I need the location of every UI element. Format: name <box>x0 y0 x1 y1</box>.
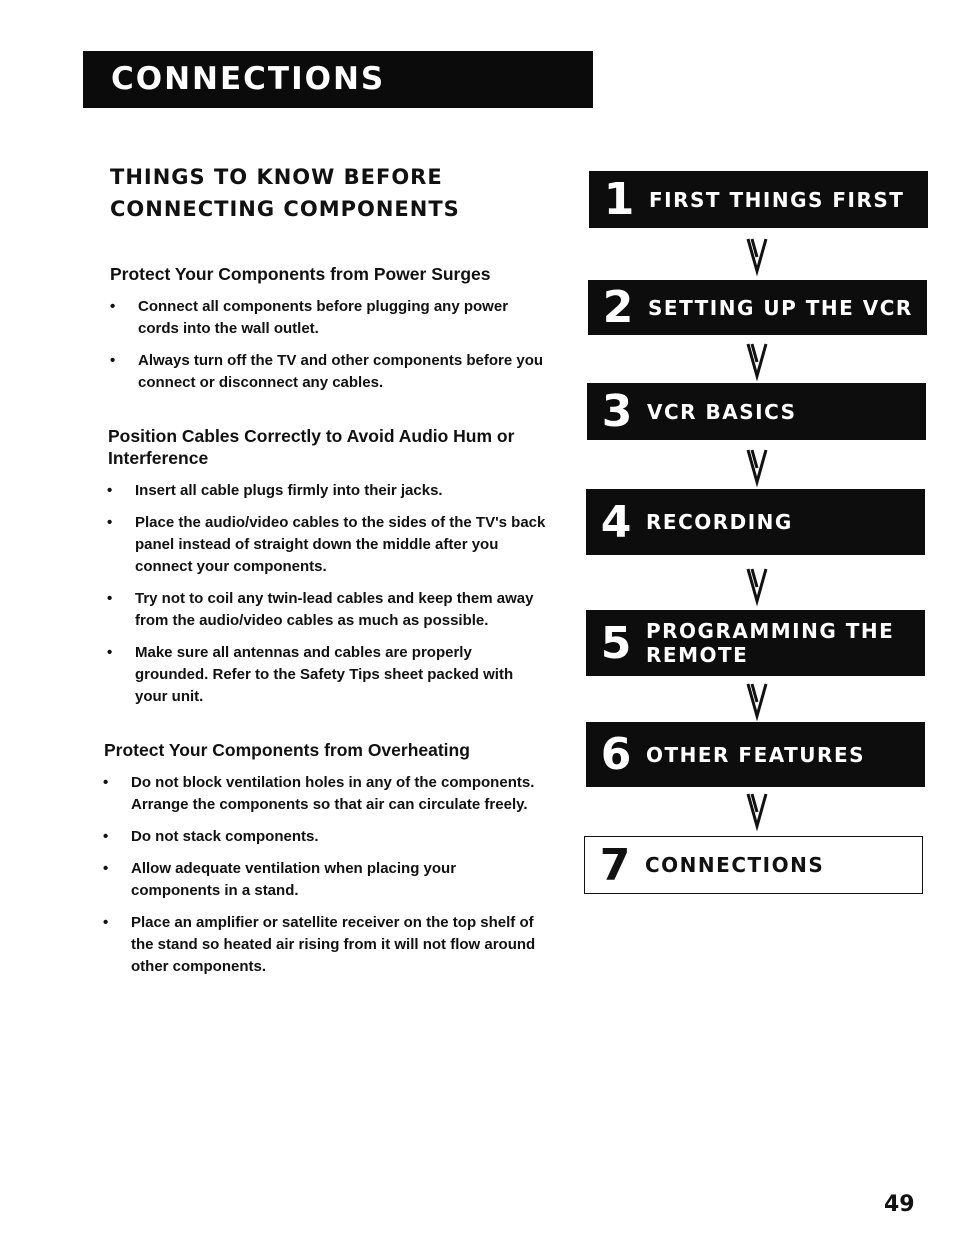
step-label: CONNECTIONS <box>645 853 825 877</box>
bullet-icon: • <box>107 482 113 499</box>
step-label: VCR BASICS <box>647 399 797 424</box>
bullet-icon: • <box>110 298 116 315</box>
down-arrow-icon <box>742 446 772 488</box>
chapter-step-6 <box>586 722 925 787</box>
list-item: • Connect all components before plugging any power cords into the wall outlet. <box>110 298 509 337</box>
down-arrow-icon <box>742 340 772 382</box>
step-number: 1 <box>603 174 635 225</box>
bullet-icon: • <box>103 774 109 791</box>
chapter-step-1 <box>589 171 928 228</box>
subhead-power-surges: Protect Your Components from Power Surges <box>110 264 491 284</box>
chapter-step-2 <box>588 280 927 335</box>
step-number: 7 <box>599 839 631 891</box>
list-item: • Make sure all antennas and cables are properly grounded. Refer to the Safety Tips sheet packed with your unit. <box>107 644 514 705</box>
subhead-overheating: Protect Your Components from Overheating <box>104 740 470 760</box>
bullet-list-power-surges <box>110 296 550 404</box>
list-item: • Do not block ventilation holes in any of the components. Arrange the components so that air can circulate freely. <box>103 774 535 813</box>
step-number: 5 <box>600 617 632 669</box>
step-number: 4 <box>600 496 632 548</box>
step-label: SETTING UP THE VCR <box>648 295 913 320</box>
chapter-step-3 <box>587 383 926 440</box>
page-number: 49 <box>884 1192 915 1217</box>
step-label: RECORDING <box>646 510 793 534</box>
step-label: OTHER FEATURES <box>646 742 866 767</box>
down-arrow-icon <box>742 235 772 277</box>
bullet-icon: • <box>107 590 113 607</box>
bullet-icon: • <box>110 352 116 369</box>
bullet-icon: • <box>103 828 109 845</box>
list-item: • Do not stack components. <box>103 826 543 848</box>
subhead-audio-hum: Position Cables Correctly to Avoid Audio Hum or Interference <box>108 426 515 468</box>
chapter-banner: CONNECTIONS <box>83 51 593 108</box>
bullet-icon: • <box>107 514 113 531</box>
bullet-icon: • <box>103 914 109 931</box>
down-arrow-icon <box>742 790 772 832</box>
step-number: 2 <box>602 282 634 333</box>
list-item: • Place the audio/video cables to the sides of the TV's back panel instead of straight down the middle after you connect your components. <box>107 514 546 575</box>
step-number: 3 <box>601 386 633 437</box>
list-item: • Place an amplifier or satellite receiver on the top shelf of the stand so heated air rising from it will not flow around other components. <box>103 914 536 975</box>
bullet-icon: • <box>103 860 109 877</box>
bullet-icon: • <box>107 644 113 661</box>
bullet-list-audio-hum <box>107 480 547 718</box>
list-item: • Try not to coil any twin-lead cables and keep them away from the audio/video cables as much as possible. <box>107 590 534 629</box>
step-number: 6 <box>600 729 632 780</box>
bullet-list-overheating <box>103 772 543 988</box>
step-label: PROGRAMMING THE REMOTE <box>646 619 895 667</box>
list-item: • Insert all cable plugs firmly into their jacks. <box>107 480 547 502</box>
list-item: • Always turn off the TV and other components before you connect or disconnect any cables. <box>110 352 544 391</box>
section-title: THINGS TO KNOW BEFORE CONNECTING COMPONENTS <box>110 165 460 221</box>
step-label: FIRST THINGS FIRST <box>649 187 905 212</box>
down-arrow-icon <box>742 565 772 607</box>
chapter-step-7-current <box>584 836 923 894</box>
chapter-step-5 <box>586 610 925 676</box>
list-item: • Allow adequate ventilation when placing your components in a stand. <box>103 860 457 899</box>
chapter-step-4 <box>586 489 925 555</box>
down-arrow-icon <box>742 680 772 722</box>
